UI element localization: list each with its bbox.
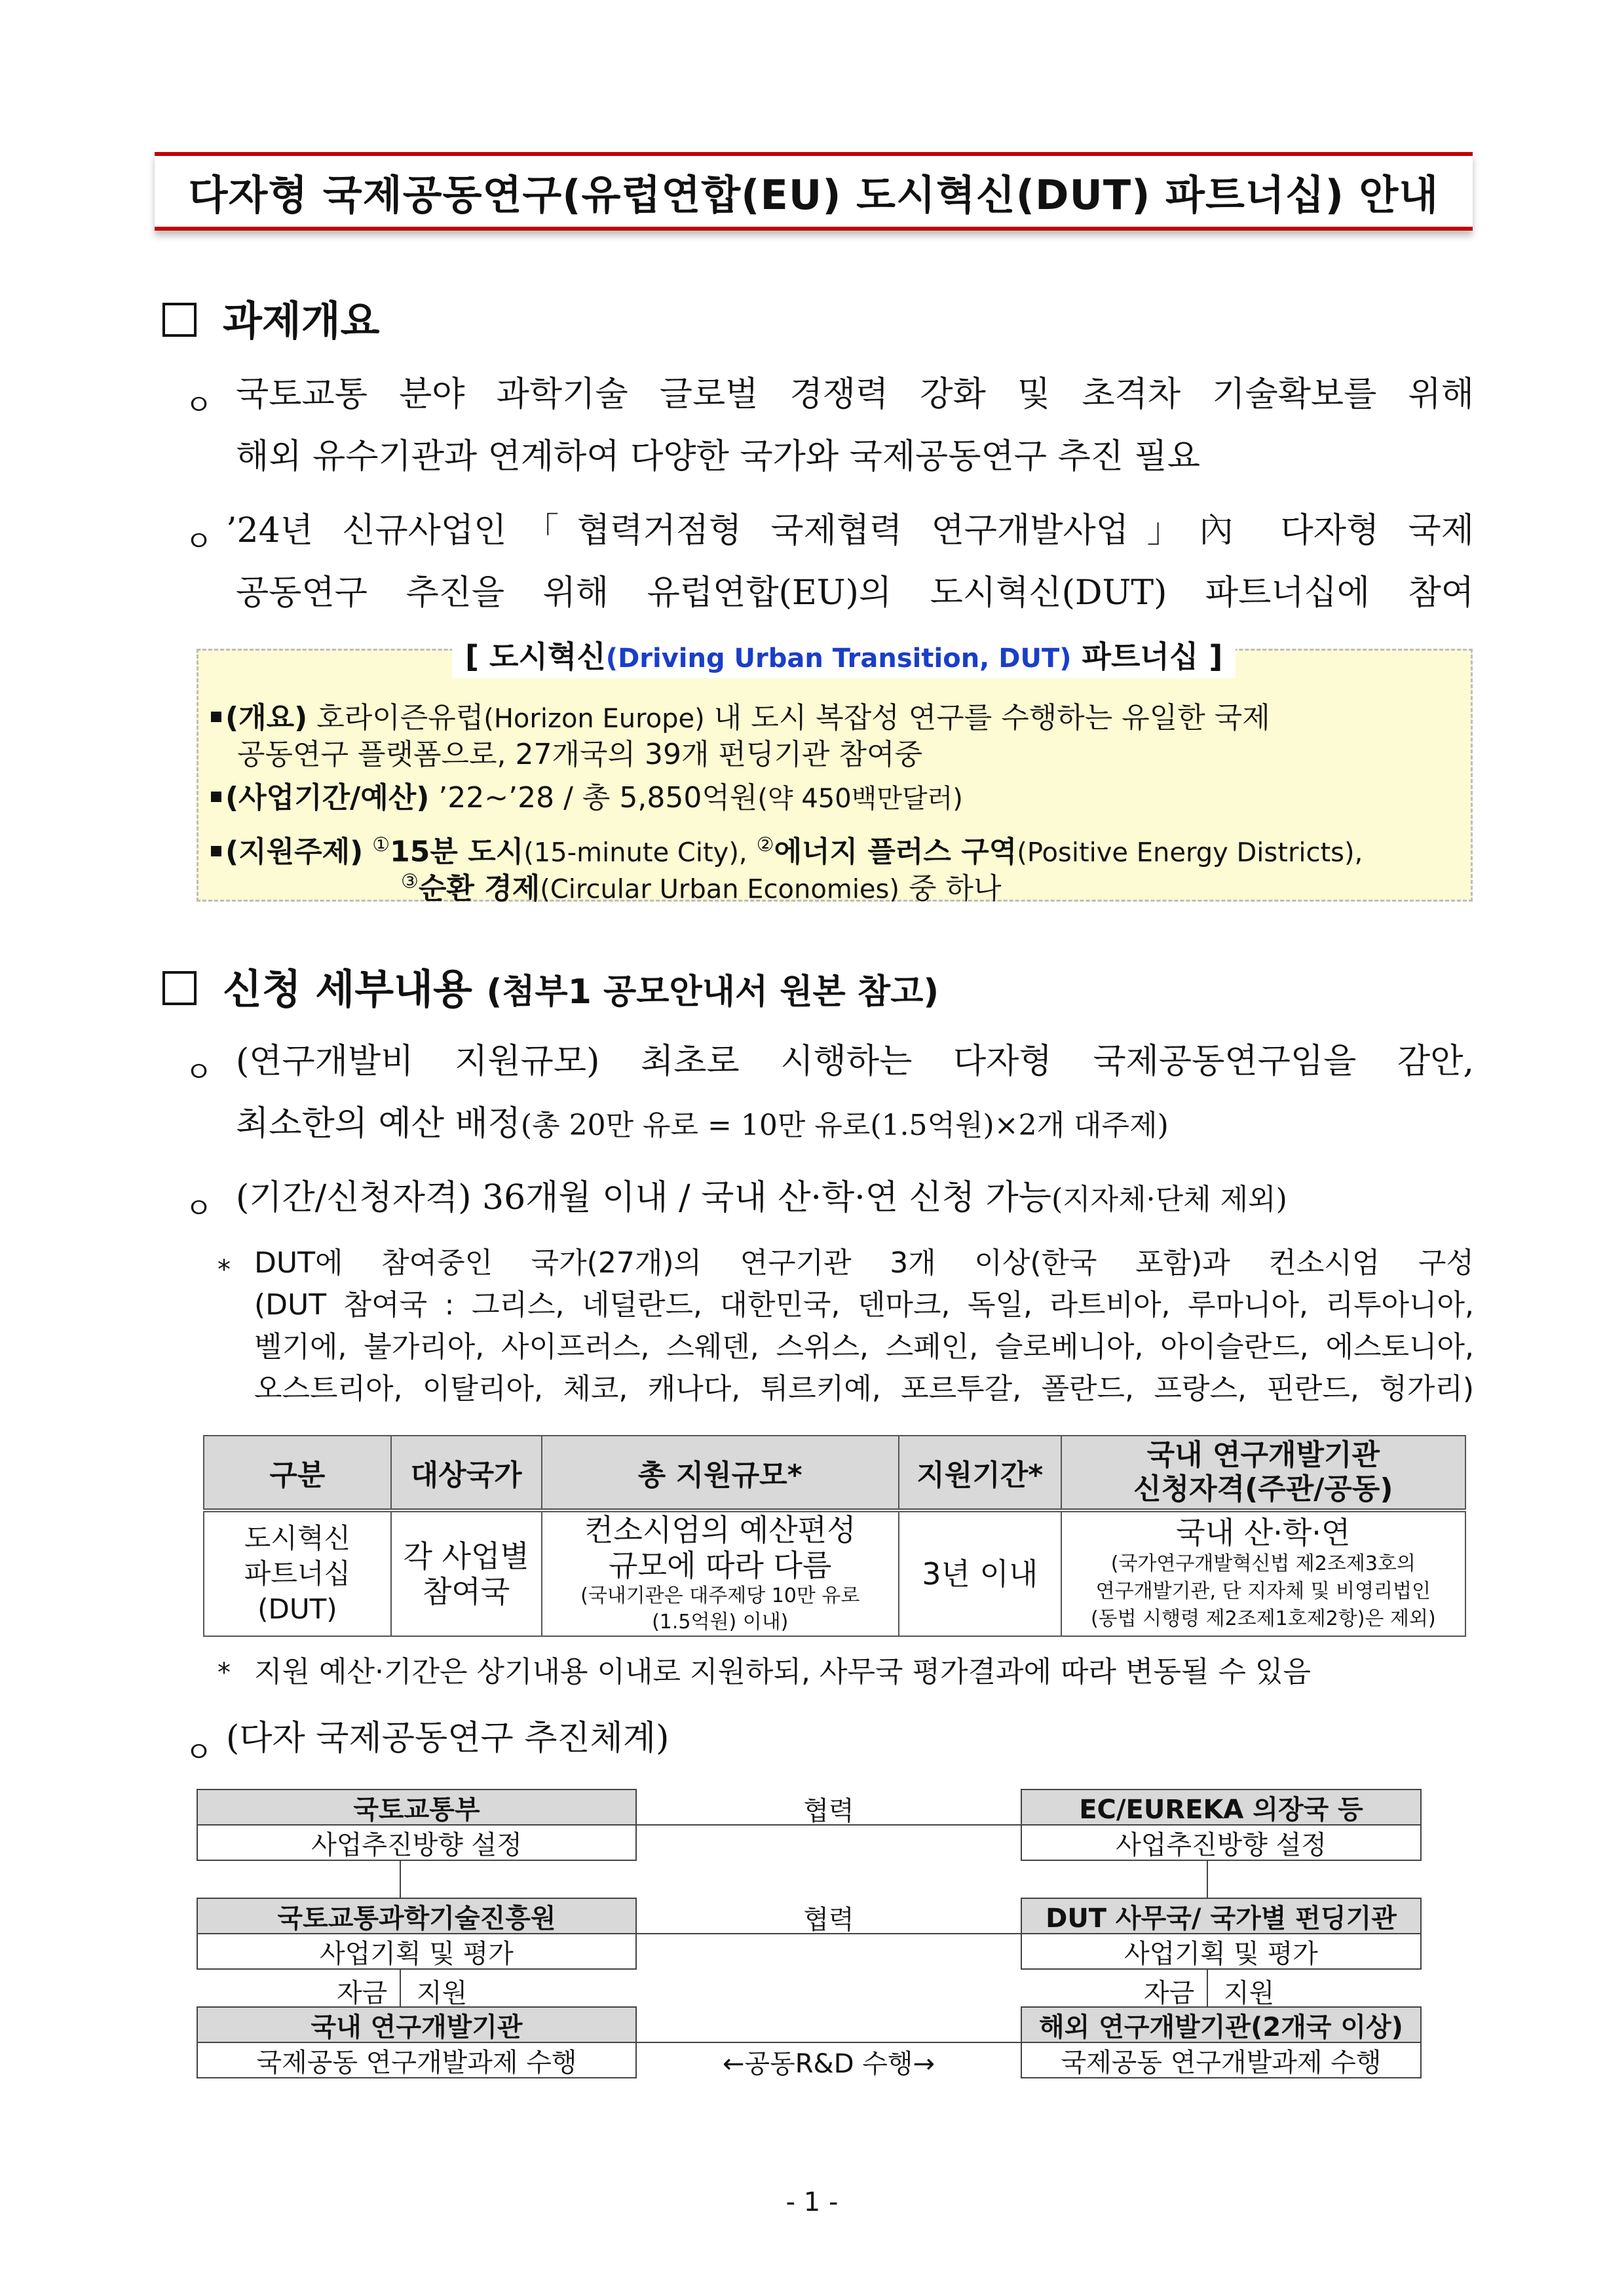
info-label: (지원주제) <box>225 835 364 869</box>
topic-en: (15-minute City), <box>523 837 747 868</box>
cell-category <box>204 1510 391 1636</box>
details-paragraph-1b <box>236 1093 1474 1157</box>
text-line: 공동연구 추진을 위해 유럽연합(EU)의 도시혁신(DUT) 파트너십에 참여 <box>236 573 1474 613</box>
info-overview <box>211 700 1270 737</box>
circle-bullet-icon: ㅇ <box>185 525 213 558</box>
korea-ministry-box <box>197 1789 637 1826</box>
box-label: 국제공동 연구개발과제 수행 <box>1061 2047 1382 2078</box>
cooperation-label: 협력 <box>803 1905 854 1935</box>
cell-text: 국내 산·학·연 <box>1176 1515 1351 1550</box>
box-label: EC/EUREKA 의장국 등 <box>1079 1794 1363 1825</box>
connector-line <box>1207 1861 1208 1898</box>
cell-eligibility <box>1061 1510 1465 1636</box>
topic-name: 15분 도시 <box>390 835 524 869</box>
details-paragraph-1 <box>236 1031 1474 1093</box>
cell-budget <box>542 1510 899 1636</box>
cell-countries <box>391 1510 542 1636</box>
text-line: (DUT 참여국 : 그리스, 네덜란드, 대한민국, 덴마크, 독일, 라트비아, 루마니아, 리투아니아, <box>254 1288 1474 1322</box>
topic-en: (Positive Energy Districts), <box>1017 837 1363 868</box>
topic-number: ③ <box>401 870 419 893</box>
table-row <box>204 1510 1465 1636</box>
ec-eureka-box <box>1021 1789 1422 1826</box>
circle-bullet-icon: ㅇ <box>185 1192 213 1225</box>
topic-number: ① <box>372 833 390 856</box>
header-label: 대상국가 <box>410 1459 522 1492</box>
box-label: 해외 연구개발기관(2개국 이상) <box>1039 2012 1403 2042</box>
cell-text: 파트너십(DUT) <box>244 1558 351 1625</box>
circle-bullet-icon: ㅇ <box>185 1056 213 1089</box>
kaia-role <box>197 1933 637 1970</box>
section-subtitle: (첨부1 공모안내서 원본 참고) <box>486 972 939 1012</box>
info-text-note: (약 450백만달러) <box>757 784 963 814</box>
table-footnote: 지원 예산·기간은 상기내용 이내로 지원하되, 사무국 평가결과에 따라 변동될 수 있음 <box>254 1655 1311 1689</box>
cell-text: 도시혁신 <box>244 1522 351 1554</box>
section-title: 신청 세부내용 <box>223 965 472 1013</box>
circle-bullet-icon: ㅇ <box>185 389 213 422</box>
table-header-row <box>204 1436 1465 1510</box>
info-title-open: [ 도시혁신 <box>465 639 606 674</box>
box-label: 국토교통부 <box>353 1794 480 1825</box>
overview-paragraph-2 <box>226 500 1474 562</box>
connector-line <box>400 1861 401 1898</box>
support-table <box>203 1435 1466 1637</box>
asterisk-mark: * <box>217 1255 231 1285</box>
connector-line <box>1207 1970 1208 2006</box>
section-overview-heading <box>162 288 380 347</box>
header-label: 총 지원규모* <box>637 1459 803 1492</box>
fund-label: 자금 <box>337 1978 388 2008</box>
cell-note: (동법 시행령 제2조제1호제2항)은 제외) <box>1090 1607 1436 1630</box>
text-line: 오스트리아, 이탈리아, 체코, 캐나다, 튀르키예, 포르투갈, 폴란드, 프랑스, 핀란드, 헝가리) <box>254 1372 1474 1406</box>
title-banner <box>155 152 1473 231</box>
joint-rd-label: ←공동R&D 수행→ <box>722 2049 935 2079</box>
cooperation-label: 협력 <box>803 1796 854 1826</box>
text-note: (총 20만 유로 = 10만 유로(1.5억원)×2개 대주제) <box>520 1109 1169 1142</box>
info-topics-line2 <box>401 864 1001 908</box>
info-period <box>211 780 963 817</box>
topic-name: 에너지 플러스 구역 <box>774 835 1017 869</box>
info-text: 호라이즌유럽 <box>307 701 484 735</box>
fund-label: 지원 <box>417 1978 468 2008</box>
header-eligibility <box>1061 1436 1465 1510</box>
info-title-close: 파트너십 ] <box>1071 639 1223 674</box>
cell-period <box>899 1510 1061 1636</box>
info-label: (개요) <box>225 701 308 735</box>
header-label: 지원기간* <box>916 1459 1044 1492</box>
text-line: 국토교통 분야 과학기술 글로벌 경쟁력 강화 및 초격차 기술확보를 위해 <box>236 375 1474 414</box>
dut-secretariat-role <box>1021 1933 1422 1970</box>
domestic-rd-box <box>197 2006 637 2043</box>
fund-label: 자금 <box>1144 1978 1195 2008</box>
korea-ministry-role <box>197 1824 637 1861</box>
participant-note <box>254 1242 1474 1410</box>
info-text: 중 하나 <box>899 871 1002 906</box>
info-box-title <box>452 637 1236 678</box>
topic-en: (Circular Urban Economies) <box>540 874 899 905</box>
cell-note: (국내기관은 대주제당 10만 유로 <box>580 1584 860 1607</box>
square-bullet-icon <box>162 971 197 1005</box>
fund-label: 지원 <box>1224 1978 1275 2008</box>
box-label: 사업추진방향 설정 <box>1116 1829 1327 1860</box>
text-line: (기간/신청자격) 36개월 이내 / 국내 산·학·연 신청 가능 <box>236 1178 1051 1217</box>
header-budget <box>542 1436 899 1510</box>
kaia-box <box>197 1898 637 1934</box>
overview-paragraph-1 <box>236 364 1474 426</box>
header-period <box>899 1436 1061 1510</box>
square-bullet-icon <box>211 846 221 856</box>
cell-note: 연구개발기관, 단 지자체 및 비영리법인 <box>1095 1580 1431 1603</box>
box-label: 사업추진방향 설정 <box>311 1829 522 1860</box>
text-line: DUT에 참여중인 국가(27개)의 연구기관 3개 이상(한국 포함)과 컨소시엄 구성 <box>254 1246 1474 1280</box>
overview-paragraph-2b <box>236 562 1474 624</box>
box-label: DUT 사무국/ 국가별 펀딩기관 <box>1046 1903 1397 1934</box>
cell-note: (1.5억원) 이내) <box>652 1611 789 1634</box>
cell-note: (국가연구개발혁신법 제2조제3호의 <box>1110 1552 1416 1575</box>
cell-text: 참여국 <box>423 1574 510 1609</box>
info-title-en: (Driving Urban Transition, DUT) <box>605 643 1072 674</box>
circle-bullet-icon: ㅇ <box>185 1736 213 1769</box>
overseas-rd-role <box>1021 2042 1422 2078</box>
page-title: 다자형 국제공동연구(유럽연합(EU) 도시혁신(DUT) 파트너십) 안내 <box>188 170 1439 219</box>
box-label: 사업기획 및 평가 <box>1124 1938 1318 1969</box>
header-countries <box>391 1436 542 1510</box>
info-text: 공동연구 플랫폼으로, 27개국의 39개 펀딩기관 참여중 <box>237 738 922 771</box>
header-label: 신청자격(주관/공동) <box>1133 1472 1393 1506</box>
dut-secretariat-box <box>1021 1898 1422 1934</box>
ec-eureka-role <box>1021 1824 1422 1861</box>
square-bullet-icon <box>211 792 221 802</box>
overseas-rd-box <box>1021 2006 1422 2043</box>
text-line: 최소한의 예산 배정 <box>236 1104 521 1143</box>
text-line: (연구개발비 지원규모) 최초로 시행하는 다자형 국제공동연구임을 감안, <box>236 1042 1474 1081</box>
text-line: 해외 유수기관과 연계하여 다양한 국가와 국제공동연구 추진 필요 <box>236 437 1200 476</box>
box-label: 국내 연구개발기관 <box>311 2012 523 2042</box>
section-title: 과제개요 <box>223 297 380 345</box>
box-label: 사업기획 및 평가 <box>320 1938 514 1969</box>
cell-text: 각 사업별 <box>403 1539 529 1574</box>
overview-paragraph-1b <box>236 426 1474 488</box>
header-label: 국내 연구개발기관 <box>1146 1438 1380 1472</box>
header-category <box>204 1436 391 1510</box>
topic-number: ② <box>756 833 774 856</box>
info-text: 내 도시 복잡성 연구를 수행하는 유일한 국제 <box>704 701 1270 735</box>
square-bullet-icon <box>211 712 221 722</box>
box-label: 국토교통과학기술진흥원 <box>277 1903 556 1934</box>
cell-text: 3년 이내 <box>922 1556 1038 1592</box>
square-bullet-icon <box>162 303 197 337</box>
text-line: 벨기에, 불가리아, 사이프러스, 스웨덴, 스위스, 스페인, 슬로베니아, 아이슬란드, 에스토니아, <box>254 1330 1474 1364</box>
info-text: ’22~’28 / 총 5,850억원 <box>429 781 758 814</box>
box-label: 국제공동 연구개발과제 수행 <box>256 2047 577 2078</box>
text-line: ’24년 신규사업인「협력거점형 국제협력 연구개발사업」內 다자형 국제 <box>226 511 1474 550</box>
domestic-rd-role <box>197 2042 637 2078</box>
header-label: 구분 <box>269 1459 326 1492</box>
structure-heading: (다자 국제공동연구 추진체계) <box>226 1719 670 1758</box>
info-overview-line2 <box>237 737 922 773</box>
info-label: (사업기간/예산) <box>225 781 430 814</box>
connector-line <box>400 1970 401 2006</box>
page-number: - 1 - <box>785 2187 839 2217</box>
topic-name: 순환 경제 <box>418 871 540 906</box>
details-paragraph-2 <box>236 1167 1474 1231</box>
section-details-heading <box>162 957 939 1015</box>
info-text-en: (Horizon Europe) <box>483 704 705 734</box>
text-note: (지자체·단체 제외) <box>1051 1183 1287 1216</box>
cell-text: 규모에 따라 다름 <box>609 1548 832 1583</box>
cell-text: 컨소시엄의 예산편성 <box>584 1512 856 1548</box>
asterisk-mark: * <box>217 1658 231 1688</box>
